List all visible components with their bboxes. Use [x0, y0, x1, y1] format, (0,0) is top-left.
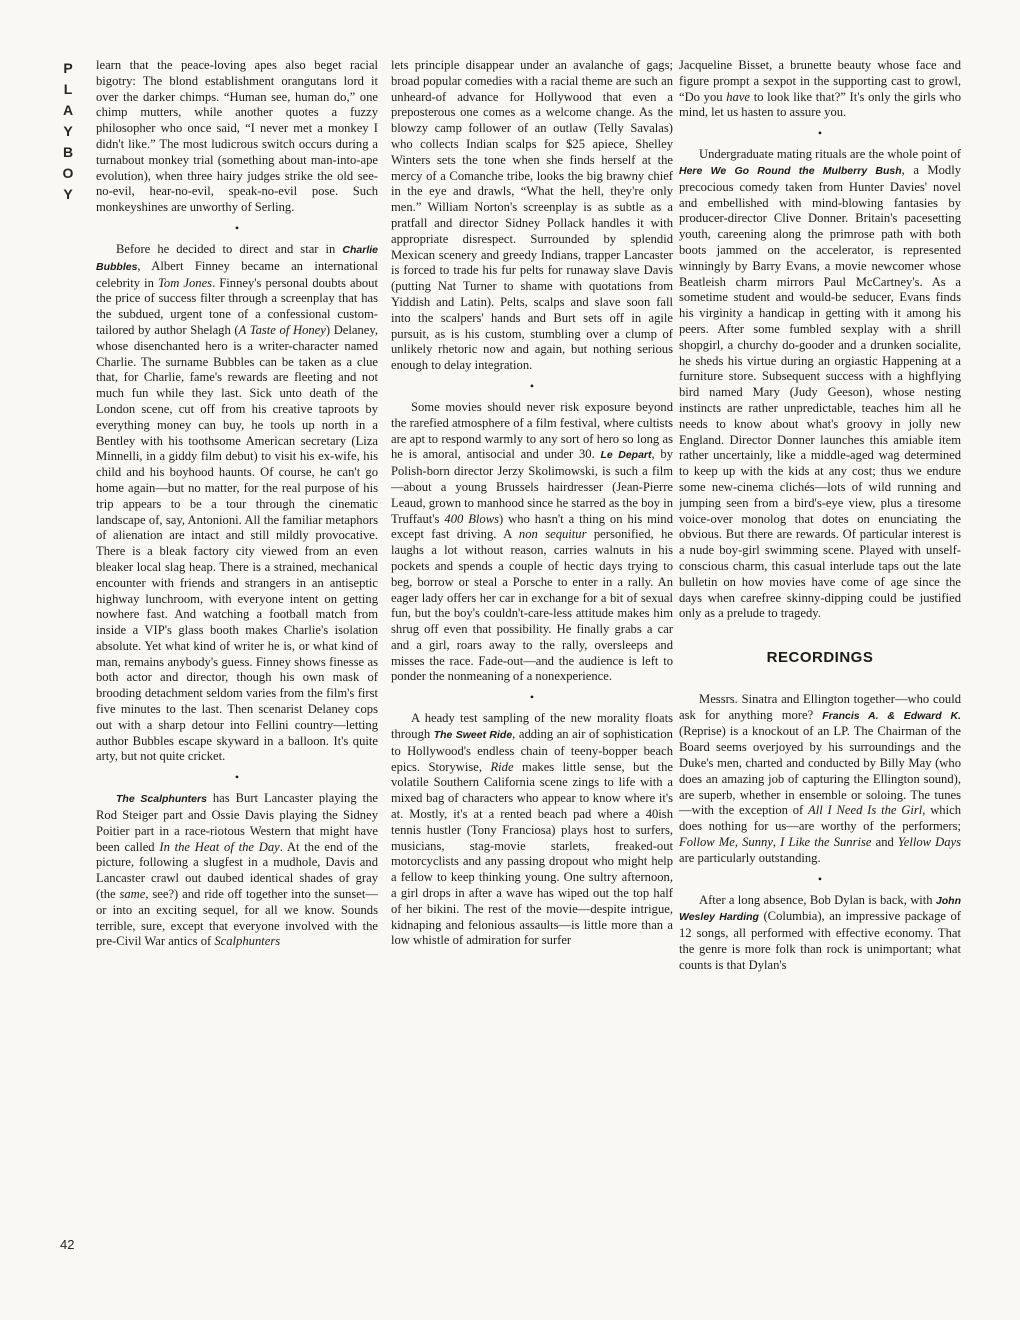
masthead-letter: P: [63, 60, 73, 76]
film-title: The Sweet Ride: [433, 729, 513, 742]
column-3: [679, 58, 961, 1258]
review-sweet-ride: A heady test sampling of the new morality floats through The Sweet Ride, adding an air of sophistication to Hollywood's endless chain of teeny-bopper beach epics. Storywise, Ride makes little sense, but the volatile Southern California scene zings to life with a mixed bag of characters who appear to know where it's at. Mostly, it's at a rented beach pad where a 40ish tennis hustler (Tony Franciosa) plays host to surfers, musicians, stag-movie starlets, freaked-out motorcyclists and any passing dropout who might help a fellow to keep thinking young. One sultry afternoon, a girl drops in after a wave has wiped out the top half of her bikini. The rest of the movie—despite intrigue, kidnaping and felonious assaults—is little more than a low whistle of admiration for surfer: [391, 711, 673, 948]
masthead-letter: B: [62, 144, 74, 160]
film-title: Le Depart: [600, 449, 652, 462]
film-title: Charlie Bubbles: [96, 243, 378, 273]
column-1: [96, 58, 378, 1258]
section-divider: •: [817, 871, 823, 886]
page-number: 42: [60, 1237, 75, 1252]
album-title: Francis A. & Edward K.: [822, 709, 961, 722]
masthead-letter: O: [62, 165, 74, 181]
masthead-letter: Y: [63, 186, 73, 202]
review-paragraph: lets principle disappear under an avalanche of gags; broad popular comedies with a racial theme are such an unheard-of advance for Hollywood that even a preposterous one comes as a welcome change. As the blowzy camp follower of an outlaw (Telly Savalas) who collects Indian scalps for $25 apiece, Shelley Winters sets the tone when she finds herself at the mercy of a Comanche tribe, looks the big brawny chief in the eye and drawls, “What the hell, they're only men.” William Norton's screenplay is as subtle as a pratfall and director Sidney Pollack handles it with appropriate disrespect. Surrounded by splendid Mexican scenery and greedy Indians, trapper Lancaster is forced to trade his fur pelts for runaway slave Davis (putting Nat Turner to shame with quotations from Yiddish and Latin). Pelts, scalps and slave soon fall into the scalpers' hands and Burt sets off in agile pursuit, as is his custom, stumbling over a clump of unlikely rhetoric now and again, but nothing serious enough to delay integration.: [391, 58, 673, 373]
column-2: [391, 58, 673, 1258]
review-mulberry-bush: Undergraduate mating rituals are the whole point of Here We Go Round the Mulberry Bush, a Modly precocious comedy taken from Hunter Davies' novel and embellished with mind-blowing fantasies by producer-director Clive Donner. Britain's pacesetting youth, careening along the primrose path with both boots jammed on the accelerator, is represented winningly by Barry Evans, a movie newcomer whose Beatleish charm mirrors Paul McCartney's. As a sometime student and would-be seducer, Evans finds his virginity a handicap in getting with it among his peers. After some fumbled sexplay with a shrill shopgirl, a churchy do-gooder and a drunken socialite, he sheds his virtue during an orgiastic Happening at a furniture store. Subsequent success with a highflying bird named Mary (Judy Geeson), whose nesting instincts are rather unpredictable, teaches him all he needs to know about what's groovy in jolly new England. Director Donner launches this amiable item rather uncertainly, like a middle-aged wag determined to keep up with the kids at any cost; thus we endure some new-cinema clichés—lots of wild running and jumping seen from a bird's-eye view, plus a tiresome voice-over monolog that dotes on enunciating the obvious. But there are rewards. Of particular interest is a nude boy-girl swimming scene. Played with unself-conscious charm, this casual interlude taps out the late bulletin on how movies have come of age since the days when carefree skinny-dipping could be justified only as a prelude to tragedy.: [679, 147, 961, 621]
section-divider: •: [234, 770, 240, 785]
review-scalphunters: The Scalphunters has Burt Lancaster playing the Rod Steiger part and Ossie Davis playing the Sidney Poitier part in a race-riotous Western that might have been called In the Heat of the Day. At the end of the picture, following a slugfest in a mudhole, Davis and Lancaster crawl out daubed identical shades of gray (the same, see?) and ride off together into the sunset—or into an exciting sequel, for all we know. Sounds terrible, sure, except that everyone involved with the pre-Civil War antics of Scalphunters: [96, 791, 378, 949]
masthead-letter: L: [63, 81, 73, 97]
film-title: Here We Go Round the Mulberry Bush: [679, 164, 902, 177]
review-paragraph: Jacqueline Bisset, a brunette beauty whose face and figure prompt a sexpot in the supporting cast to growl, “Do you have to look like that?” It's only the girls who mind, let us hasten to assure you.: [679, 58, 961, 120]
masthead-letter: Y: [63, 123, 73, 139]
section-divider: •: [529, 378, 535, 393]
review-charlie-bubbles: Before he decided to direct and star in Charlie Bubbles, Albert Finney became an international celebrity in Tom Jones. Finney's personal doubts about the price of success filter through a screenplay that has the subdued, urgent tone of a confessional custom-tailored by author Shelagh (A Taste of Honey) Delaney, whose disenchanted hero is a writer-character named Charlie. The surname Bubbles can be taken as a clue that, for Charlie, fame's rewards are fleeting and not much fun while they last. Sick unto death of the London scene, cut off from his creative taproots by everything money can buy, he tools up north in a Bentley with his toothsome American secretary (Liza Minnelli, in a giddy film debut) to visit his ex-wife, his child and his boyhood haunts. Of course, he can't go home again—but no matter, for the real purpose of his trip appears to be a tour through the cinematic landscape of, say, Antonioni. All the familiar metaphors of alienation are intact and still mildly provocative. There is a bleak factory city viewed from an even bleaker local slag heap. There is a strained, mechanical encounter with friends and strangers in an antiseptic highway lunchroom, with everyone intent on getting nowhere fast. And watching a football match from inside a VIP's glass booth makes Charlie's isolation absolute. Yet what kind of writer he is, or what kind of man, remains anybody's guess. Finney shows finesse as both actor and director, though his own mask of brooding detachment seldom varies from the film's first five minutes to the last. Then scenarist Delaney cops out with a sharp detour into Fellini country—letting author Bubbles escape skyward in a balloon. It's quite arty, but not quite cricket.: [96, 241, 378, 764]
section-heading-recordings: RECORDINGS: [766, 649, 874, 667]
album-title: John Wesley Harding: [679, 894, 961, 924]
section-divider: •: [529, 690, 535, 705]
review-sinatra-ellington: Messrs. Sinatra and Ellington together—who could ask for anything more? Francis A. & Edward K. (Reprise) is a knockout of an LP. The Chairman of the Board seems overjoyed by his surroundings and the Duke's men, charted and conducted by Billy May (who does an amazing job of capturing the Ellington sound), are superb, whether in ensemble or soloing. The tunes—with the exception of All I Need Is the Girl, which does nothing for us—are worthy of the performers; Follow Me, Sunny, I Like the Sunrise and Yellow Days are particularly outstanding.: [679, 691, 961, 865]
section-divider: •: [234, 220, 240, 235]
playboy-masthead: [56, 58, 80, 205]
review-le-depart: Some movies should never risk exposure beyond the rarefied atmosphere of a film festival, where cultists are apt to respond warmly to any sort of hero so long as he is amoral, antisocial and under 30. Le Depart, by Polish-born director Jerzy Skolimowski, is such a film—about a young Brussels hairdresser (Jean-Pierre Leaud, grown to manhood since he starred as the boy in Truffaut's 400 Blows) who hasn't a thing on his mind except fast driving. A non sequitur personified, he laughs a lot without reason, carries walnuts in his pockets and spends a couple of hectic days trying to beg, borrow or steal a Porsche to enter in a rally. An eager lady offers her car in exchange for a bit of sexual fun, but the boy's couldn't-care-less attitude makes him shrug off even that possibility. He finally grabs a car and a girl, roars away to the rally, oversleeps and misses the race. Fade-out—and the audience is left to ponder the nonmeaning of a nonexperience.: [391, 399, 673, 684]
review-paragraph: learn that the peace-loving apes also beget racial bigotry: The blond establishment orangutans lord it over the darker chimps. “Human see, human do,” one chimp mutters, while another quotes a fuzzy philosopher who once said, “I never met a monkey I didn't like.” The most ludicrous switch occurs during a turnabout monkey trial (something about man-into-ape evolution), when three hairy judges strike the old see-no-evil, hear-no-evil, speak-no-evil pose. Such monkeyshines are unworthy of Serling.: [96, 58, 378, 215]
film-title: The Scalphunters: [116, 793, 207, 806]
section-divider: •: [817, 126, 823, 141]
masthead-letter: A: [62, 102, 74, 118]
review-dylan: After a long absence, Bob Dylan is back, with John Wesley Harding (Columbia), an impressive package of 12 songs, all performed with effective economy. That the genre is more folk than rock is unimportant; what counts is that Dylan's: [679, 892, 961, 972]
